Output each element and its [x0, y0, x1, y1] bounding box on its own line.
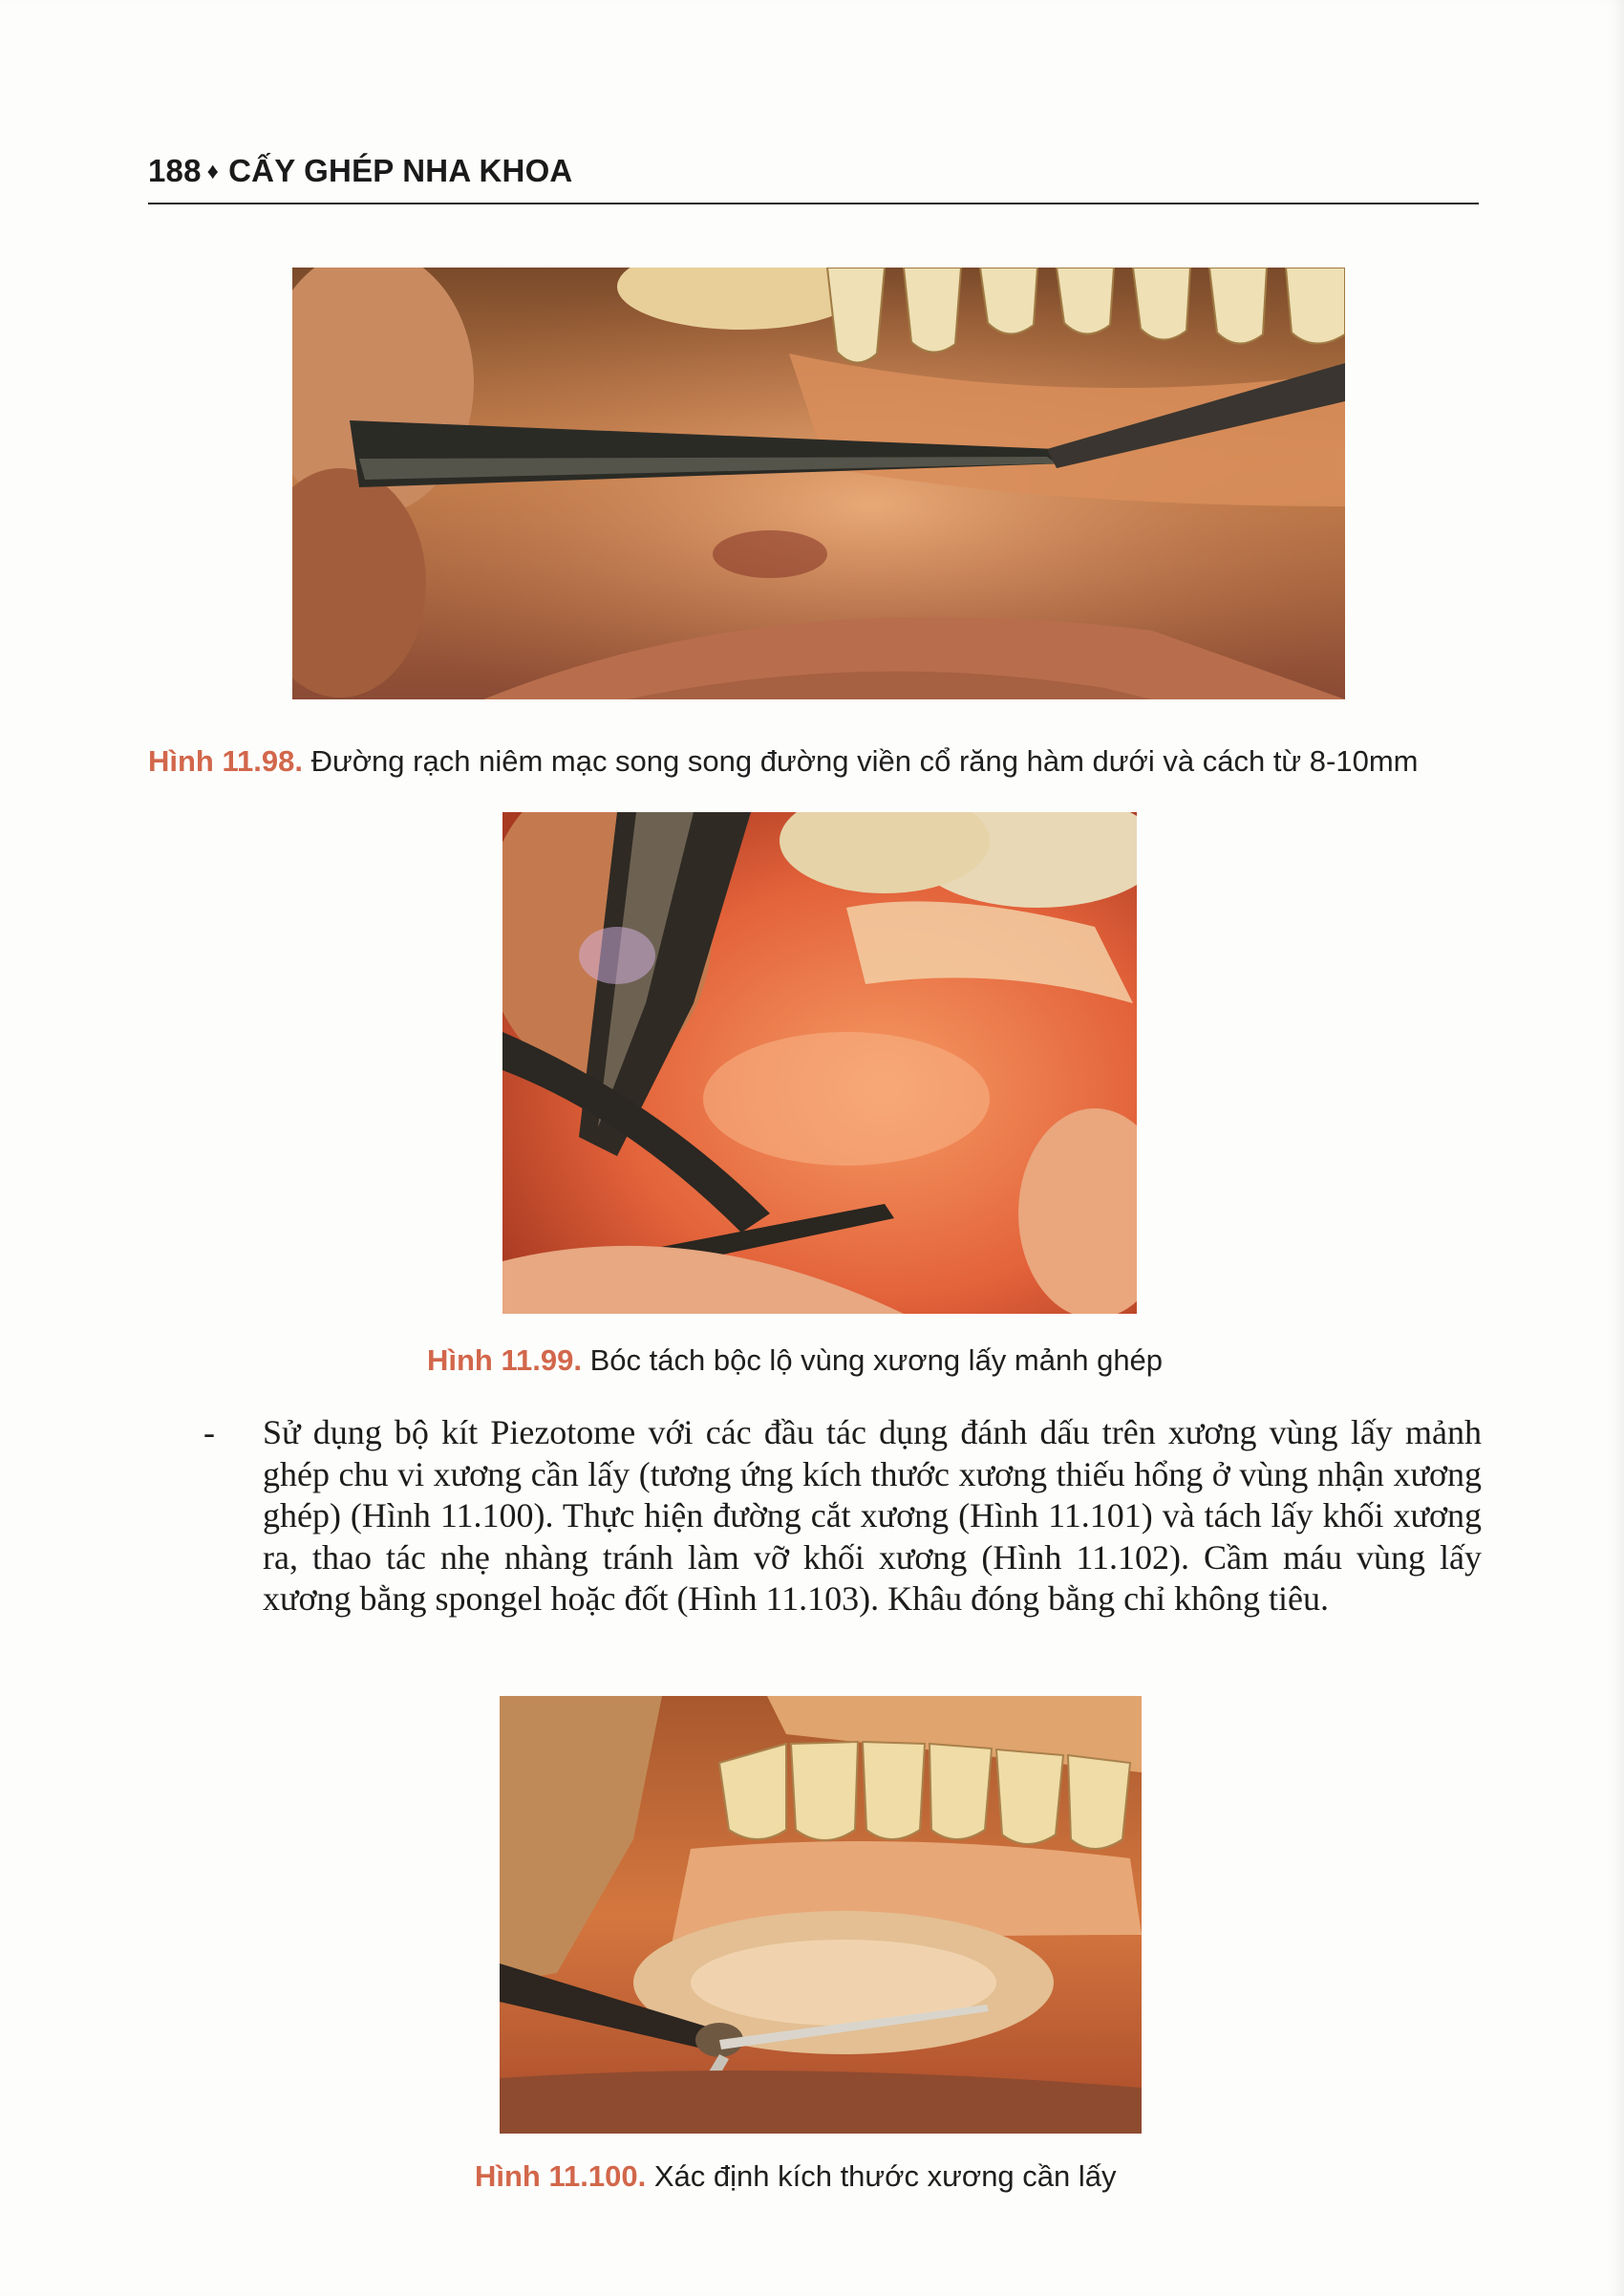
- figure-number: Hình 11.98.: [148, 744, 303, 778]
- figure-11-99-photo: [502, 812, 1137, 1314]
- running-header: [148, 153, 572, 189]
- header-rule: [148, 203, 1479, 204]
- figure-caption-text: Đường rạch niêm mạc song song đường viền cổ răng hàm dưới và cách từ 8-10mm: [310, 744, 1419, 778]
- diamond-icon: ♦: [206, 159, 220, 184]
- bone-exposure-photo: [502, 812, 1137, 1314]
- body-paragraph: [203, 1412, 1482, 1620]
- figure-number: Hình 11.100.: [475, 2159, 647, 2193]
- figure-number: Hình 11.99.: [427, 1343, 582, 1377]
- bullet-dash: -: [203, 1413, 215, 1451]
- figure-11-98-photo: [292, 268, 1345, 699]
- figure-11-100-photo: [500, 1696, 1142, 2134]
- figure-caption-text: Bóc tách bộc lộ vùng xương lấy mảnh ghép: [589, 1343, 1164, 1377]
- figure-caption-text: Xác định kích thước xương cần lấy: [653, 2159, 1117, 2193]
- book-title: CẤY GHÉP NHA KHOA: [228, 153, 573, 188]
- figure-11-100-caption: [475, 2159, 1117, 2194]
- paragraph-text: Sử dụng bộ kít Piezotome với các đầu tác dụng đánh dấu trên xương vùng lấy mảnh ghép chu vi xương cần lấy (tương ứng kích thước xương thiếu hổng ở vùng nhận xương ghép) (Hình 11.100). Thực hiện đường cắt xương (Hình 11.101) và tách lấy khối xương ra, thao tác nhẹ nhàng tránh làm vỡ khối xương (Hình 11.102). Cầm máu vùng lấy xương bằng spongel hoặc đốt (Hình 11.103). Khâu đóng bằng chỉ không tiêu.: [263, 1413, 1482, 1618]
- figure-11-98-caption: [148, 744, 1419, 779]
- bone-measurement-photo: [500, 1696, 1142, 2134]
- figure-11-99-caption: [427, 1343, 1163, 1378]
- page-number: 188: [148, 153, 202, 188]
- surgical-incision-photo: [292, 268, 1345, 699]
